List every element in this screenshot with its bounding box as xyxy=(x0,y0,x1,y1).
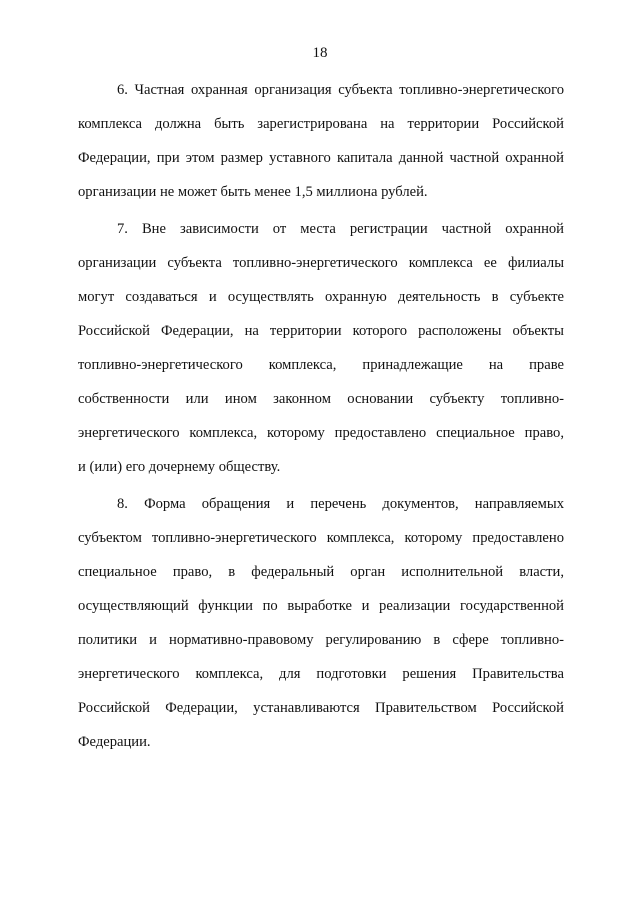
paragraph-7-line-6: собственности или ином законном основании субъекту топливно- xyxy=(78,391,564,407)
paragraph-7-line-1: 7. Вне зависимости от места регистрации частной охранной xyxy=(117,221,564,237)
paragraph-8-line-6: энергетического комплекса, для подготовки решения Правительства xyxy=(78,666,564,682)
paragraph-7-line-3: могут создаваться и осуществлять охранную деятельность в субъекте xyxy=(78,289,564,305)
paragraph-8-line-2: субъектом топливно-энергетического комплекса, которому предоставлено xyxy=(78,530,564,546)
paragraph-6-line-1: 6. Частная охранная организация субъекта топливно-энергетического xyxy=(117,82,564,98)
paragraph-8-line-1: 8. Форма обращения и перечень документов, направляемых xyxy=(117,496,564,512)
paragraph-7-line-4: Российской Федерации, на территории которого расположены объекты xyxy=(78,323,564,339)
paragraph-7-line-8: и (или) его дочернему обществу. xyxy=(78,459,281,475)
paragraph-6-line-4: организации не может быть менее 1,5 миллиона рублей. xyxy=(78,184,428,200)
paragraph-7-line-5: топливно-энергетического комплекса, принадлежащие на праве xyxy=(78,357,564,373)
page-number: 18 xyxy=(312,45,328,61)
paragraph-6-line-2: комплекса должна быть зарегистрирована на территории Российской xyxy=(78,116,564,132)
paragraph-8-line-3: специальное право, в федеральный орган исполнительной власти, xyxy=(78,564,564,580)
paragraph-7-line-2: организации субъекта топливно-энергетического комплекса ее филиалы xyxy=(78,255,564,271)
paragraph-8-line-8: Федерации. xyxy=(78,734,151,750)
paragraph-7-line-7: энергетического комплекса, которому предоставлено специальное право, xyxy=(78,425,564,441)
paragraph-8-line-4: осуществляющий функции по выработке и реализации государственной xyxy=(78,598,564,614)
paragraph-6-line-3: Федерации, при этом размер уставного капитала данной частной охранной xyxy=(78,150,564,166)
paragraph-8-line-5: политики и нормативно-правовому регулированию в сфере топливно- xyxy=(78,632,564,648)
paragraph-8-line-7: Российской Федерации, устанавливаются Правительством Российской xyxy=(78,700,564,716)
